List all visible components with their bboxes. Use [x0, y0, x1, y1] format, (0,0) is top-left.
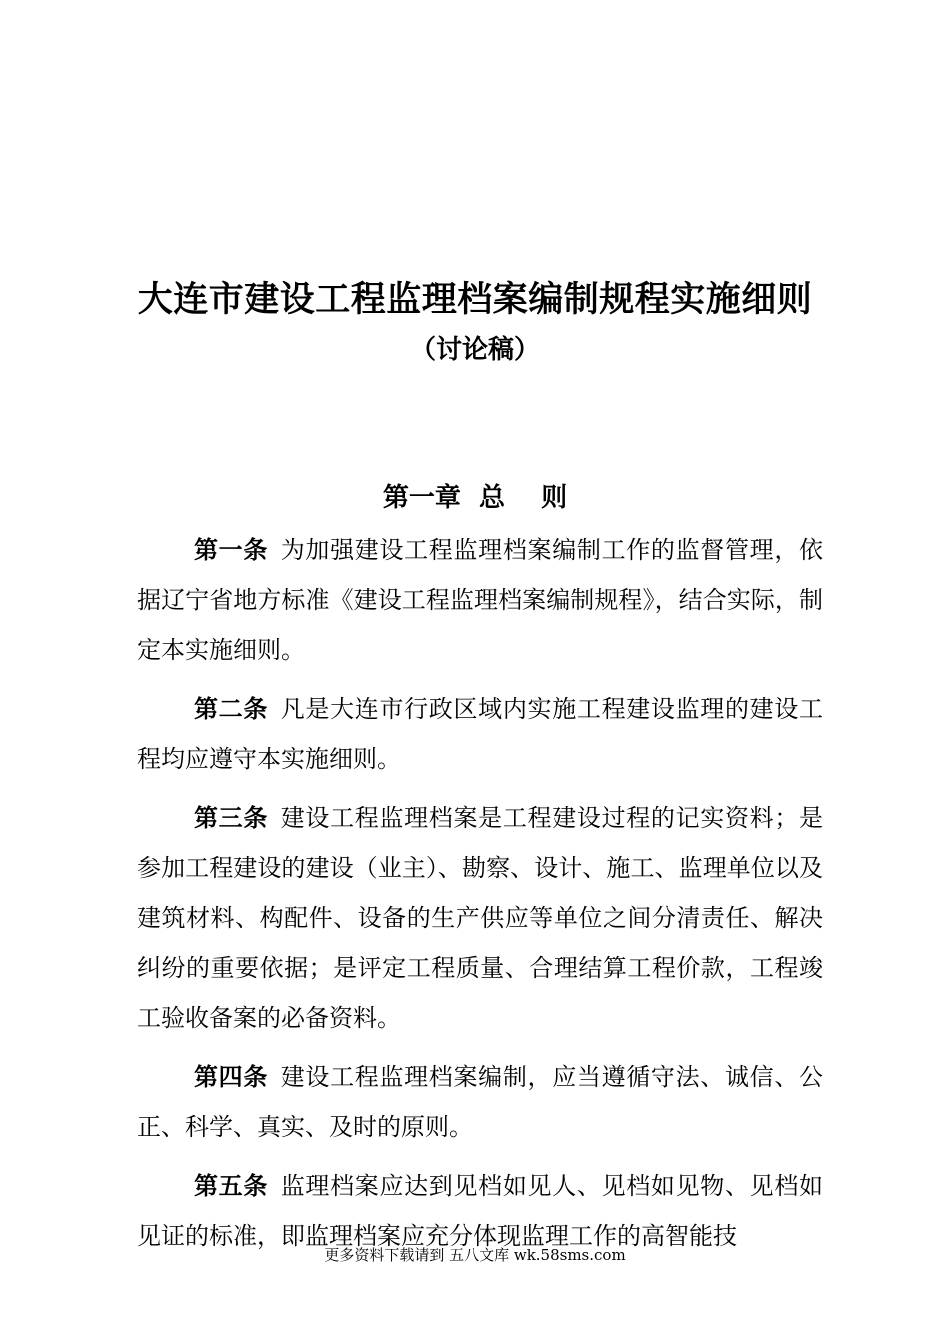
chapter-title: 第一章 总 则 [382, 483, 568, 513]
article-label: 第三条 [194, 803, 269, 832]
article-text: 建设工程监理档案编制，应当遵循守法、诚信、公正、科学、真实、及时的原则。 [137, 1063, 824, 1141]
article-label: 第二条 [194, 694, 269, 723]
footer-download-note: 更多资料下载请到 五八文库 wk.58sms.com [324, 1246, 626, 1264]
document-body [137, 525, 823, 1270]
article-3 [137, 793, 823, 1043]
article-2 [137, 684, 823, 784]
article-label: 第五条 [194, 1171, 269, 1200]
document-subtitle: （讨论稿） [409, 335, 540, 365]
article-1 [137, 525, 823, 675]
article-text: 为加强建设工程监理档案编制工作的监督管理，依据辽宁省地方标准《建设工程监理档案编制规程》，结合实际，制定本实施细则。 [137, 536, 824, 664]
article-label: 第一条 [194, 535, 269, 564]
article-4 [137, 1052, 823, 1152]
article-text: 监理档案应达到见档如见人、见档如见物、见档如见证的标准，即监理档案应充分体现监理工作的高智能技 [137, 1172, 824, 1250]
article-label: 第四条 [194, 1062, 269, 1091]
document-title: 大连市建设工程监理档案编制规程实施细则 [137, 279, 813, 320]
article-text: 凡是大连市行政区域内实施工程建设监理的建设工程均应遵守本实施细则。 [137, 695, 824, 773]
article-text: 建设工程监理档案是工程建设过程的记实资料；是参加工程建设的建设（业主）、勘察、设计、施工、监理单位以及建筑材料、构配件、设备的生产供应等单位之间分清责任、解决纠纷的重要依据；是评定工程质量、合理结算工程价款，工程竣工验收备案的必备资料。 [137, 804, 824, 1032]
